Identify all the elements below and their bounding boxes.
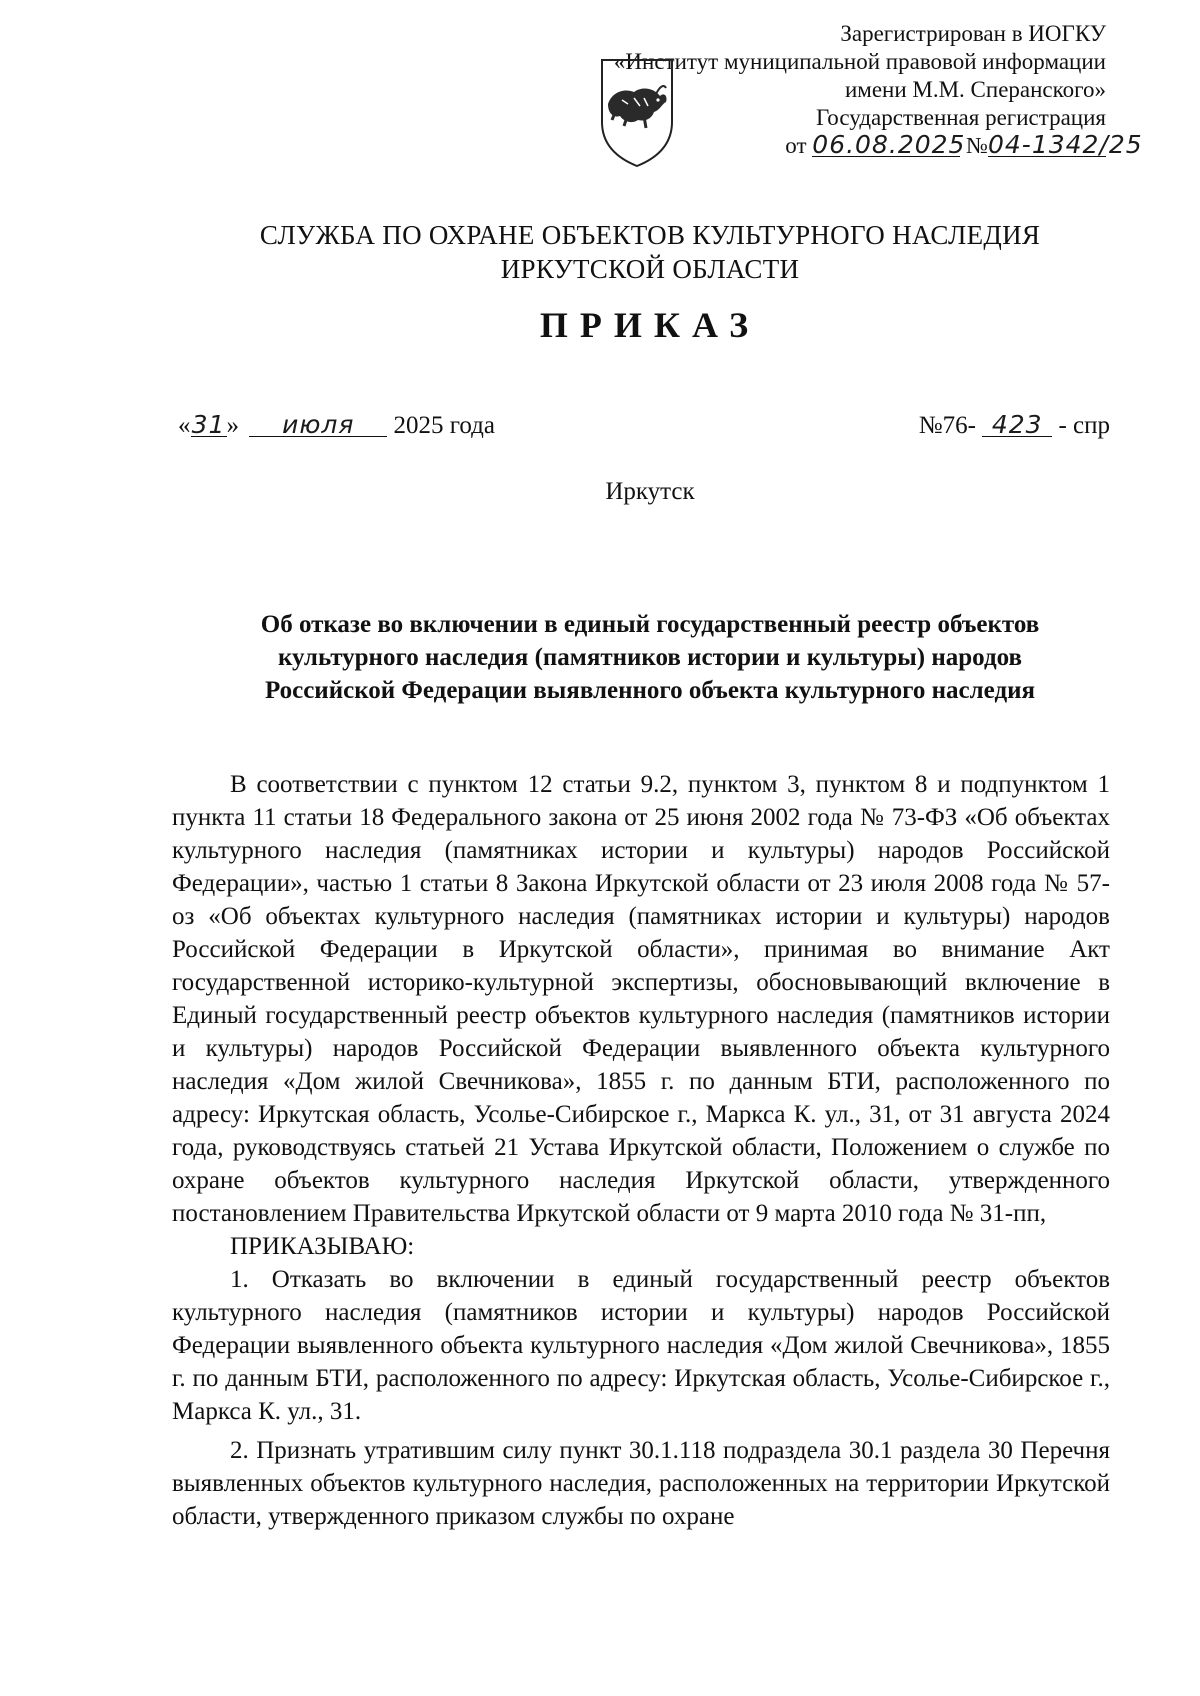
agency-line-1: СЛУЖБА ПО ОХРАНЕ ОБЪЕКТОВ КУЛЬТУРНОГО НАСЛЕДИЯ xyxy=(259,220,1041,250)
order-number xyxy=(919,412,1110,440)
body-order-word: ПРИКАЗЫВАЮ: xyxy=(230,1233,415,1260)
body-item-1: 1. Отказать во включении в единый государственный реестр объектов культурного наследия (памятников истории и культуры) народов Российской Федерации выявленного объекта культурного наследия «Дом жилой Свечникова», 1855 г. по данным БТИ, расположенного по адресу: Иркутская область, Усолье-Сибирское г., Маркса К. ул., 31. xyxy=(172,1266,1110,1425)
registration-prefix: от xyxy=(785,133,807,158)
body-preamble: В соответствии с пунктом 12 статьи 9.2, пунктом 3, пунктом 8 и подпунктом 1 пункта 11 статьи 18 Федерального закона от 25 июня 2002 года № 73-ФЗ «Об объектах культурного наследия (памятниках истории и культуры) народов Российской Федерации», частью 1 статьи 8 Закона Иркутской области от 23 июля 2008 года № 57-оз «Об объектах культурного наследия (памятниках истории и культуры) народов Российской Федерации в Иркутской области», принимая во внимание Акт государственной историко-культурной экспертизы, обосновывающий включение в Единый государственный реестр объектов культурного наследия (памятников истории и культуры) народов Российской Федерации выявленного объекта культурного наследия «Дом жилой Свечникова», 1855 г. по данным БТИ, расположенного по адресу: Иркутская область, Усолье-Сибирское г., Маркса К. ул., 31, от 31 августа 2024 года, руководствуясь статьей 21 Устава Иркутской области, Положением о службе по охране объектов культурного наследия Иркутской области, утвержденного постановлением Правительства Иркутской области от 9 марта 2010 года № 31-пп, xyxy=(172,771,1110,1227)
registration-number: 04-1342/25 xyxy=(988,130,1143,159)
registration-date: 06.08.2025 xyxy=(812,130,966,159)
registration-line-1: Зарегистрирован в ИОГКУ xyxy=(840,21,1106,46)
order-number-suffix: - спр xyxy=(1058,412,1110,439)
date-open-quote: « xyxy=(178,412,191,439)
subject-line-3: Российской Федерации выявленного объекта культурного наследия xyxy=(264,677,1036,704)
registration-number-label: № xyxy=(966,133,988,158)
city: Иркутск xyxy=(605,478,695,505)
order-subject xyxy=(150,608,1150,707)
order-number-prefix: №76- xyxy=(918,412,976,439)
order-body xyxy=(172,768,1110,1533)
irkutsk-coat-of-arms-icon xyxy=(598,52,676,170)
agency-line-2: ИРКУТСКОЙ ОБЛАСТИ xyxy=(500,254,800,284)
registration-line-3: имени М.М. Сперанского» xyxy=(844,77,1106,102)
date-year: 2025 года xyxy=(393,412,495,439)
date-month: июля xyxy=(249,414,387,437)
subject-line-2: культурного наследия (памятников истории и культуры) народов xyxy=(277,644,1022,671)
registration-line-2: «Институт муниципальной правовой информации xyxy=(613,49,1106,74)
body-item-2: 2. Признать утратившим силу пункт 30.1.118 подраздела 30.1 раздела 30 Перечня выявленных объектов культурного наследия, расположенных на территории Иркутской области, утвержденного приказом службы по охране xyxy=(172,1437,1110,1530)
date-close-quote: » xyxy=(226,412,239,439)
registration-line-4: Государственная регистрация xyxy=(816,105,1106,130)
date-day: 31 xyxy=(191,410,226,439)
order-date xyxy=(178,412,495,440)
agency-name xyxy=(0,218,1200,286)
document-type-title: ПРИКАЗ xyxy=(539,305,761,345)
subject-line-1: Об отказе во включении в единый государственный реестр объектов xyxy=(260,611,1040,638)
order-number-value: 423 xyxy=(982,414,1052,437)
